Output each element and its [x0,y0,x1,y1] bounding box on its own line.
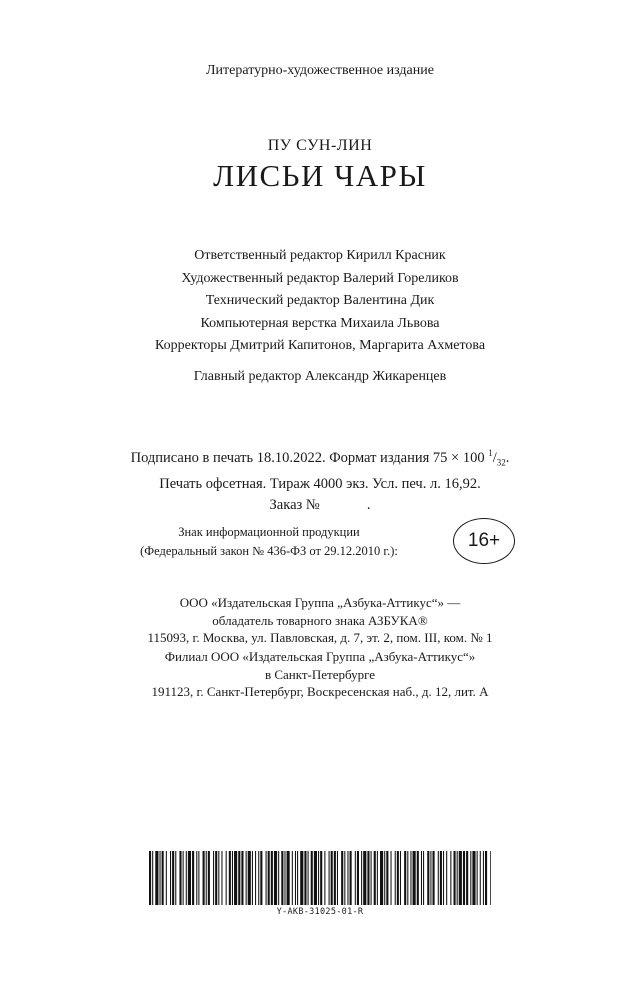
barcode-bar [274,851,277,905]
barcode-bar [238,851,240,905]
barcode-bar [371,851,372,905]
barcode-bar [314,851,317,905]
barcode-bar [438,851,439,905]
barcode-bar [149,851,151,905]
barcode-bar [295,851,296,905]
barcode-bar [203,851,205,905]
barcode-bar [175,851,176,905]
barcode-bar [490,851,491,905]
barcode-bar [463,851,465,905]
age-rating-badge: 16+ [453,518,515,564]
barcode-bar [421,851,422,905]
credit-line: Технический редактор Валентина Дик [205,293,435,308]
barcode-bar [318,851,319,905]
barcode-bar [361,851,362,905]
barcode-bar [218,851,219,905]
branch-info [0,648,640,701]
format-denominator: 32 [496,457,506,468]
branch-line: Филиал ООО «Издательская Группа „Азбука-Аттикус“» [164,649,476,664]
barcode-bar [324,851,325,905]
barcode-bar [374,851,376,905]
edition-type: Литературно-художественное издание [206,63,434,78]
barcode-bar [367,851,369,905]
barcode-bar [170,851,171,905]
barcode-bar [196,851,197,905]
barcode-bar [347,851,348,905]
book-title: ЛИСЬИ ЧАРЫ [213,158,427,193]
barcode-bar [297,851,298,905]
barcode-bar [268,851,270,905]
barcode-bar [183,851,184,905]
barcode-bar [155,851,158,905]
chief-editor: Главный редактор Александр Жикаренцев [193,369,447,384]
barcode-bar [162,851,164,905]
barcode-bar [287,851,290,905]
barcode-bar [466,851,468,905]
barcode-bar [308,851,309,905]
barcode [149,851,491,917]
barcode-bar [179,851,181,905]
barcode-bar [226,851,227,905]
barcode-bar [304,851,306,905]
barcode-bar [329,851,330,905]
barcode-bar [166,851,167,905]
barcode-bar [413,851,416,905]
barcode-bar [252,851,253,905]
barcode-bar [248,851,251,905]
publisher-line: ООО «Издательская Группа „Азбука-Аттикус“» — [179,595,461,610]
credit-line: Ответственный редактор Кирилл Красник [194,248,446,263]
barcode-bar [485,851,487,905]
barcode-bar [377,851,378,905]
info-sign-text [96,523,442,561]
info-sign-line-1: Знак информационной продукции [178,525,360,539]
barcode-bar [427,851,429,905]
barcode-bar [404,851,406,905]
barcode-bar [446,851,447,905]
barcode-bar [188,851,191,905]
barcode-bar [395,851,396,905]
format-slash: / [492,449,497,466]
barcode-bar [300,851,303,905]
barcode-bar [292,851,293,905]
print-info-line-2: Печать офсетная. Тираж 4000 экз. Усл. печ. л. 16,92. [159,475,481,492]
publisher-line: 115093, г. Москва, ул. Павловская, д. 7, эт. 2, пом. III, ком. № 1 [147,630,493,645]
barcode-bar [271,851,273,905]
barcode-bar [363,851,366,905]
barcode-bar [410,851,411,905]
barcode-bar [172,851,174,905]
info-sign-line-2: (Федеральный закон № 436-ФЗ от 29.12.2010 г.): [140,544,398,558]
barcode-bar [234,851,237,905]
barcode-bar [433,851,435,905]
barcode-bar [258,851,259,905]
barcode-bar [386,851,388,905]
barcode-bar [337,851,338,905]
barcode-bar [229,851,231,905]
barcode-bar [407,851,408,905]
print-format-text: Подписано в печать 18.10.2022. Формат издания 75 × 100 [130,449,485,466]
barcode-bar [255,851,256,905]
barcode-bar [206,851,207,905]
print-info-line-3: Заказ № . [269,496,371,513]
barcode-bar [357,851,359,905]
format-numerator: 1 [488,448,493,458]
branch-line: в Санкт-Петербурге [264,666,376,682]
barcode-bar [246,851,247,905]
barcode-bar [384,851,385,905]
barcode-bar [278,851,279,905]
barcode-bar [350,851,352,905]
barcode-bar [260,851,262,905]
credit-line: Художественный редактор Валерий Гореликов [181,270,459,286]
barcode-bar [443,851,444,905]
barcode-bar [198,851,199,905]
barcode-bar [355,851,356,905]
barcode-bar [480,851,481,905]
barcode-bar [417,851,419,905]
barcode-bar [334,851,336,905]
barcode-bar [454,851,456,905]
barcode-bar [423,851,424,905]
barcode-bar [477,851,478,905]
barcode-bar [380,851,383,905]
barcode-bar [430,851,431,905]
barcode-bar [457,851,458,905]
barcode-bar [400,851,401,905]
book-author: ПУ СУН-ЛИН [267,137,373,154]
barcode-code: Y-AKB-31025-01-R [276,907,364,917]
barcode-bar [341,851,343,905]
print-info [0,443,640,516]
barcode-bar [215,851,217,905]
print-info-line-1 [0,443,640,474]
publisher-info [0,594,640,647]
barcode-bars [149,851,491,905]
barcode-bar [483,851,484,905]
barcode-bar [221,851,222,905]
barcode-bar [472,851,475,905]
credit-line: Корректоры Дмитрий Капитонов, Маргарита Ахметова [154,338,486,353]
barcode-bar [397,851,399,905]
barcode-bar [208,851,210,905]
credit-line: Компьютерная верстка Михаила Львова [200,315,440,331]
barcode-bar [470,851,471,905]
barcode-bar [281,851,283,905]
barcode-bar [241,851,243,905]
barcode-bar [450,851,451,905]
branch-line: 191123, г. Санкт-Петербург, Воскресенская наб., д. 12, лит. А [151,684,489,699]
barcode-bar [152,851,153,905]
barcode-bar [440,851,442,905]
barcode-bar [320,851,322,905]
credits-list [0,245,640,358]
barcode-bar [391,851,392,905]
barcode-bar [213,851,214,905]
barcode-bar [232,851,233,905]
barcode-bar [186,851,187,905]
format-suffix: . [505,449,510,466]
barcode-bar [192,851,194,905]
barcode-bar [331,851,333,905]
barcode-bar [344,851,345,905]
barcode-bar [160,851,161,905]
barcode-bar [284,851,285,905]
barcode-bar [266,851,267,905]
barcode-bar [311,851,313,905]
publisher-line: обладатель товарного знака АЗБУКА® [212,612,428,628]
barcode-bar [459,851,462,905]
